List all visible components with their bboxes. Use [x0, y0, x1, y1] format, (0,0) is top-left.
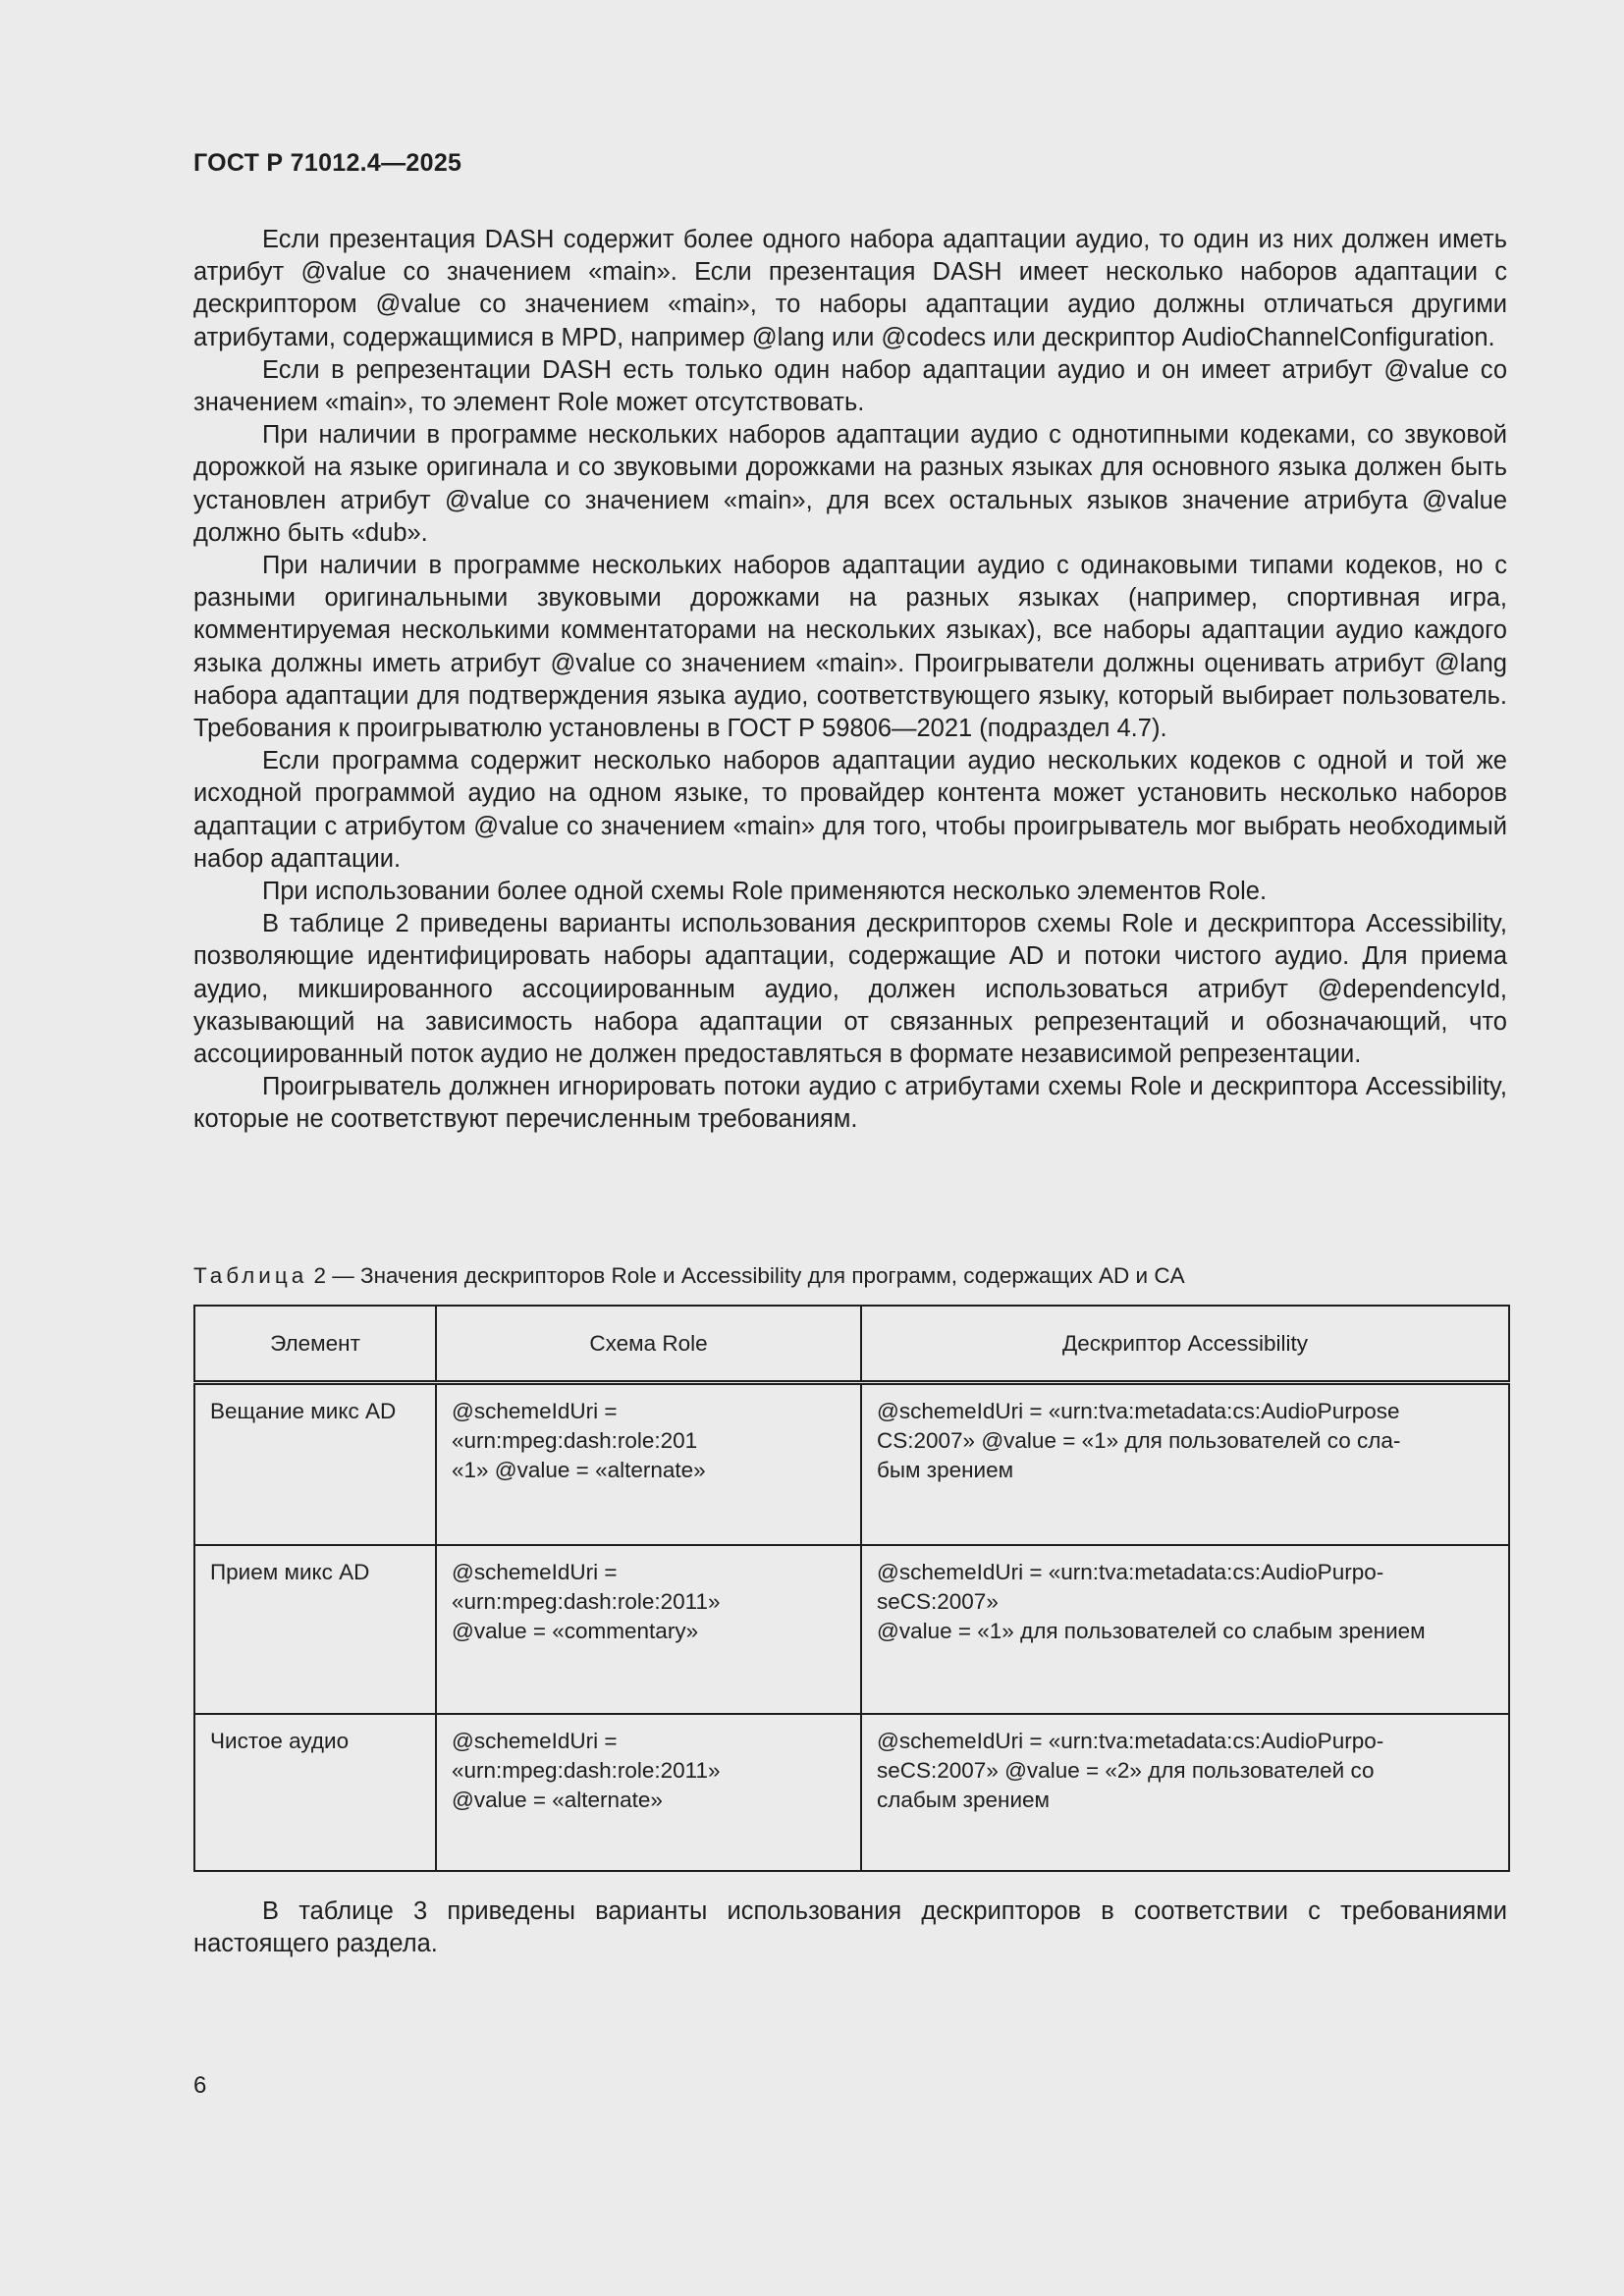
paragraph: В таблице 2 приведены варианты использования дескрипторов схемы Role и дескриптора Accessibility, позволяющие идентифицировать наборы адаптации, содержащие AD и потоки чистого аудио. Для приема аудио, микшированного ассоциированным аудио, должен использоваться атрибут @dependencyId, указывающий на зависимость набора адаптации от связанных репрезентаций и обозначающий, что ассоциированный поток аудио не должен предоставляться в формате независимой репрезентации.: [193, 910, 1507, 1069]
paragraph: При наличии в программе нескольких наборов адаптации аудио с одинаковыми типами кодеков, но с разными оригинальными звуковыми дорожками на разных языках (например, спортивная игра, комментируемая несколькими комментаторами на нескольких языках), все наборы адаптации аудио каждого языка должны иметь атрибут @value со значением «main». Проигрыватели должны оценивать атрибут @lang набора адаптации для подтверждения языка аудио, соответствующего языку, который выбирает пользователь. Требования к проигрыватюлю установлены в ГОСТ Р 59806—2021 (подраздел 4.7).: [193, 552, 1507, 743]
cell-accessibility: [861, 1545, 1509, 1714]
paragraph: Если программа содержит несколько наборов адаптации аудио нескольких кодеков с одной и той же исходной программой аудио на одном языке, то провайдер контента может установить несколько наборов адаптации с атрибутом @value со значением «main» для того, чтобы проигрыватель мог выбрать необходимый набор адаптации.: [193, 747, 1507, 873]
cell-line: «1» @value = «alternate»: [452, 1458, 706, 1482]
paragraph: Если презентация DASH содержит более одного набора адаптации аудио, то один из них должен иметь атрибут @value со значением «main». Если презентация DASH имеет несколько наборов адаптации с дескриптором @value со значением «main», то наборы адаптации аудио должны отличаться другими атрибутами, содержащимися в MPD, например @lang или @codecs или дескриптор AudioChannelConfiguration.: [193, 226, 1507, 351]
column-header-element: Элемент: [194, 1306, 436, 1383]
cell-line: @schemeIdUri = «urn:tva:metadata:cs:AudioPurpo-: [877, 1560, 1384, 1584]
body-text: [193, 224, 1507, 1137]
paragraph: Если в репрезентации DASH есть только один набор адаптации аудио и он имеет атрибут @value со значением «main», то элемент Role может отсутствовать.: [193, 355, 1507, 417]
cell-text: Чистое аудио: [210, 1729, 350, 1753]
paragraph: При использовании более одной схемы Role применяются несколько элементов Role.: [262, 878, 1268, 906]
after-table-text: [193, 1896, 1507, 1960]
table-row: [194, 1383, 1509, 1546]
cell-line: «urn:mpeg:dash:role:201: [452, 1428, 698, 1453]
document-code-header: ГОСТ Р 71012.4—2025: [193, 149, 462, 177]
cell-element: [194, 1545, 436, 1714]
cell-line: seCS:2007»: [877, 1589, 999, 1614]
column-header-role-scheme: Схема Role: [436, 1306, 861, 1383]
cell-accessibility: [861, 1383, 1509, 1546]
table-header-row: [194, 1306, 1509, 1383]
cell-line: @schemeIdUri =: [452, 1399, 618, 1423]
cell-line: слабым зрением: [877, 1788, 1050, 1812]
cell-line: @schemeIdUri =: [452, 1560, 618, 1584]
column-header-accessibility: Дескриптор Accessibility: [861, 1306, 1509, 1383]
cell-accessibility: [861, 1714, 1509, 1871]
cell-line: @value = «commentary»: [452, 1619, 699, 1643]
table-caption: [193, 1261, 1185, 1291]
paragraph: При наличии в программе нескольких наборов адаптации аудио с однотипными кодеками, со звуковой дорожкой на языке оригинала и со звуковыми дорожками на разных языках для основного языка должен быть установлен атрибут @value со значением «main», для всех остальных языков значение атрибута @value должно быть «dub».: [193, 421, 1507, 547]
table-row: [194, 1545, 1509, 1714]
cell-line: seCS:2007» @value = «2» для пользователей со: [877, 1758, 1375, 1783]
page-number: 6: [193, 2072, 207, 2099]
paragraph: В таблице 3 приведены варианты использования дескрипторов в соответствии с требованиями настоящего раздела.: [193, 1897, 1507, 1958]
cell-line: @schemeIdUri =: [452, 1729, 618, 1753]
paragraph: Проигрыватель должнен игнорировать потоки аудио с атрибутами схемы Role и дескриптора Accessibility, которые не соответствуют перечисленным требованиям.: [193, 1073, 1507, 1134]
cell-line: CS:2007» @value = «1» для пользователей со сла-: [877, 1428, 1401, 1453]
cell-element: [194, 1383, 436, 1546]
cell-role: [436, 1383, 861, 1546]
cell-role: [436, 1545, 861, 1714]
table-caption-text: 2 — Значения дескрипторов Role и Accessibility для программ, содержащих AD и CA: [307, 1263, 1185, 1288]
cell-line: бым зрением: [877, 1458, 1014, 1482]
cell-line: «urn:mpeg:dash:role:2011»: [452, 1589, 721, 1614]
cell-text: Вещание микс AD: [210, 1399, 397, 1423]
cell-line: «urn:mpeg:dash:role:2011»: [452, 1758, 721, 1783]
cell-element: [194, 1714, 436, 1871]
cell-line: @schemeIdUri = «urn:tva:metadata:cs:AudioPurpo-: [877, 1729, 1384, 1753]
cell-line: @value = «alternate»: [452, 1788, 663, 1812]
descriptor-table: [193, 1305, 1510, 1872]
cell-role: [436, 1714, 861, 1871]
table-caption-word: Таблица: [193, 1263, 308, 1288]
cell-line: @schemeIdUri = «urn:tva:metadata:cs:AudioPurpose: [877, 1399, 1400, 1423]
cell-line: @value = «1» для пользователей со слабым зрением: [877, 1619, 1426, 1643]
cell-text: Прием микс AD: [210, 1560, 370, 1584]
table-row: [194, 1714, 1509, 1871]
